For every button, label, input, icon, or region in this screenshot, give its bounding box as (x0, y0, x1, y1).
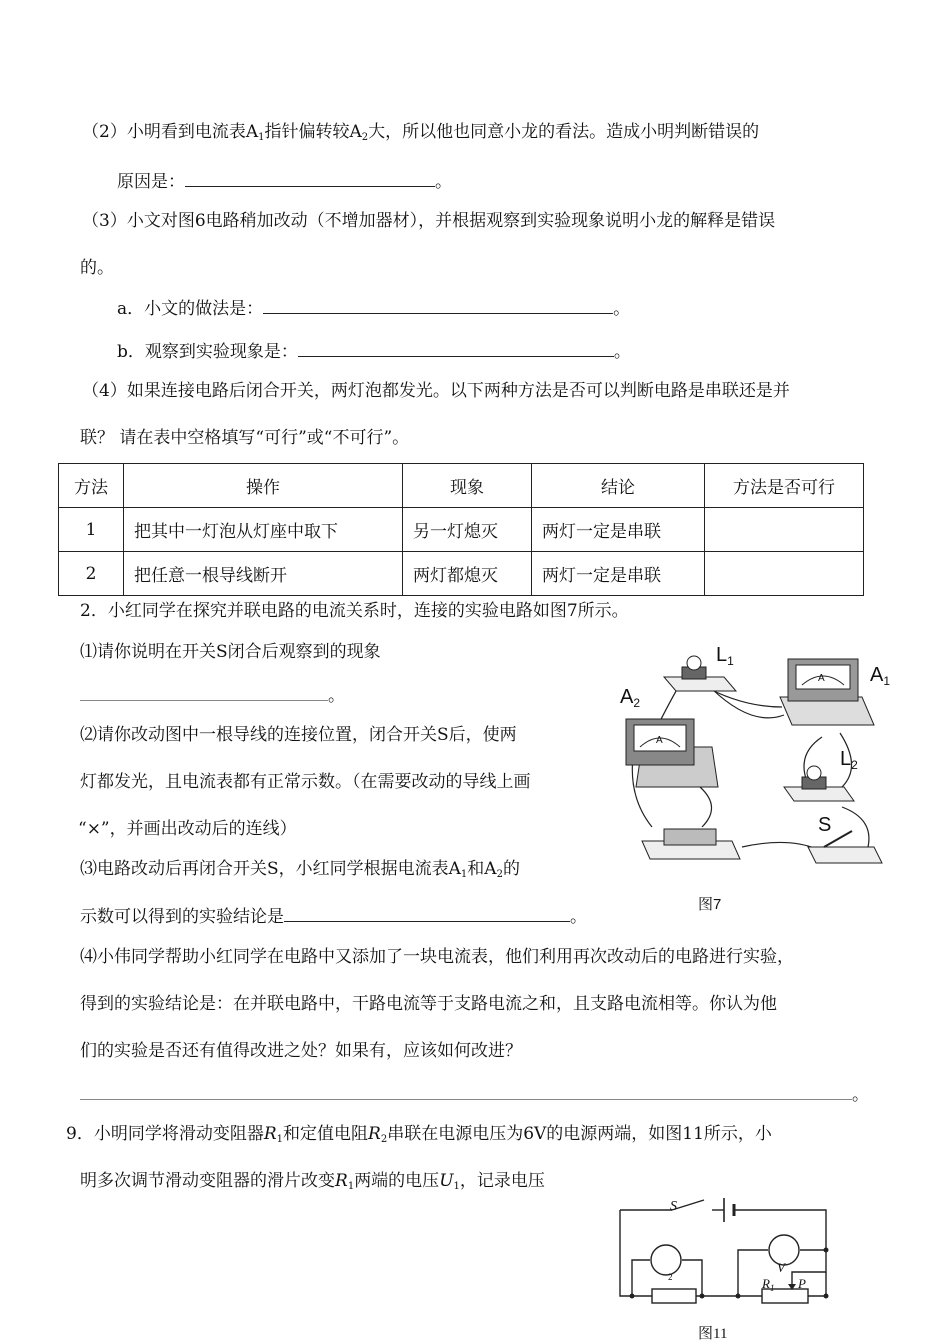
table-answer-cell[interactable] (705, 552, 864, 596)
table-header-row (59, 464, 864, 508)
ammeter-a2-icon (626, 719, 718, 787)
table-cell: 1 (59, 508, 124, 552)
label-l1: $L_1$ (716, 644, 734, 668)
meter-a1-letter: A (818, 673, 825, 684)
q3-b-blank[interactable] (298, 340, 614, 357)
bulb-l2-icon (784, 766, 854, 801)
p2-part4-answer: 。 (80, 1083, 869, 1106)
p2-part4-line1: ⑷小伟同学帮助小红同学在电路中又添加了一块电流表，他们利用再次改动后的电路进行实验， (80, 947, 794, 967)
figure-11-caption: 图11 (698, 1326, 728, 1342)
label-l2: $L_2$ (840, 748, 858, 772)
p2-part1-answer: 。 (80, 684, 345, 707)
p2-part4-blank[interactable] (80, 1083, 852, 1100)
q2-reason-line: 原因是： 。 (117, 172, 452, 192)
table-cell: 另一灯熄灭 (403, 508, 532, 552)
p2-part3-line1: ⑶电路改动后再闭合开关S，小红同学根据电流表$A_1$和$A_2$的 (80, 859, 520, 880)
table-header: 操作 (124, 464, 403, 508)
table-cell: 把其中一灯泡从灯座中取下 (124, 508, 403, 552)
q3-a-line: a．小文的做法是： 。 (117, 299, 631, 319)
p2-part1: ⑴请你说明在开关S闭合后观察到的现象 (80, 642, 381, 662)
q2-line1: （2）小明看到电流表$A_1$指针偏转较$A_2$大，所以他也同意小龙的看法。造成小明判断错误的 (82, 122, 760, 143)
table-row (59, 508, 864, 552)
p2-part2-line2: 灯都发光，且电流表都有正常示数。（在需要改动的导线上画 (80, 772, 531, 792)
table-cell: 把任意一根导线断开 (124, 552, 403, 596)
ammeter-a1-icon (780, 659, 874, 725)
table-cell: 两灯一定是串联 (532, 552, 705, 596)
fig11-label-s: S (670, 1199, 677, 1214)
figure-7-caption: 图7 (698, 896, 722, 913)
table-header: 方法 (59, 464, 124, 508)
p2-part1-blank[interactable] (80, 684, 328, 701)
p2-part2-line1: ⑵请你改动图中一根导线的连接位置，闭合开关S后，使两 (80, 725, 517, 745)
p2-part3-line2: 示数可以得到的实验结论是 。 (80, 907, 587, 927)
q3-line2: 的。 (80, 258, 114, 278)
label-s: S (818, 814, 832, 836)
table-cell: 两灯一定是串联 (532, 508, 705, 552)
p9-line2: 明多次调节滑动变阻器的滑片改变$R_1$两端的电压$U_1$，记录电压 (80, 1171, 545, 1192)
q3-b-line: b．观察到实验现象是： 。 (117, 342, 631, 362)
p2-intro: 2．小红同学在探究并联电路的电流关系时，连接的实验电路如图7所示。 (80, 601, 629, 621)
q4-line1: （4）如果连接电路后闭合开关，两灯泡都发光。以下两种方法是否可以判断电路是串联还是并 (82, 381, 790, 401)
fig11-label-r2-sub: 2 (668, 1272, 673, 1282)
label-a2: $A_2$ (620, 686, 641, 710)
p2-part3-blank[interactable] (284, 905, 570, 922)
p2-part2-line3: “×”，并画出改动后的连线） (78, 819, 297, 839)
p9-line1: 9．小明同学将滑动变阻器$R_1$和定值电阻$R_2$串联在电源电压为6V的电源两端，如图11所示，小 (66, 1124, 772, 1145)
figure-11-circuit (612, 1192, 842, 1314)
table-row (59, 552, 864, 596)
p2-part4-line3: 们的实验是否还有值得改进之处？如果有，应该如何改进？ (80, 1041, 522, 1061)
p2-part4-line2: 得到的实验结论是：在并联电路中，干路电流等于支路电流之和，且支路电流相等。你认为他 (80, 994, 777, 1014)
q3-line1: （3）小文对图6电路稍加改动（不增加器材），并根据观察到实验现象说明小龙的解释是错误 (82, 211, 776, 231)
fig11-label-r1: $R_1$ (762, 1276, 775, 1293)
table-header: 现象 (403, 464, 532, 508)
table-header: 方法是否可行 (705, 464, 864, 508)
figure-7-circuit (612, 637, 902, 887)
battery-holder-icon (642, 829, 740, 859)
q3-a-blank[interactable] (263, 297, 613, 314)
methods-table (58, 463, 864, 596)
q2-reason-blank[interactable] (185, 170, 435, 187)
fig11-label-v: V (777, 1260, 785, 1275)
label-a1: $A_1$ (870, 664, 891, 688)
meter-a2-letter: A (656, 735, 663, 746)
table-header: 结论 (532, 464, 705, 508)
table-cell: 2 (59, 552, 124, 596)
table-cell: 两灯都熄灭 (403, 552, 532, 596)
table-answer-cell[interactable] (705, 508, 864, 552)
fig11-label-p: P (798, 1276, 806, 1291)
q4-line2: 联？ 请在表中空格填写“可行”或“不可行”。 (80, 428, 410, 448)
